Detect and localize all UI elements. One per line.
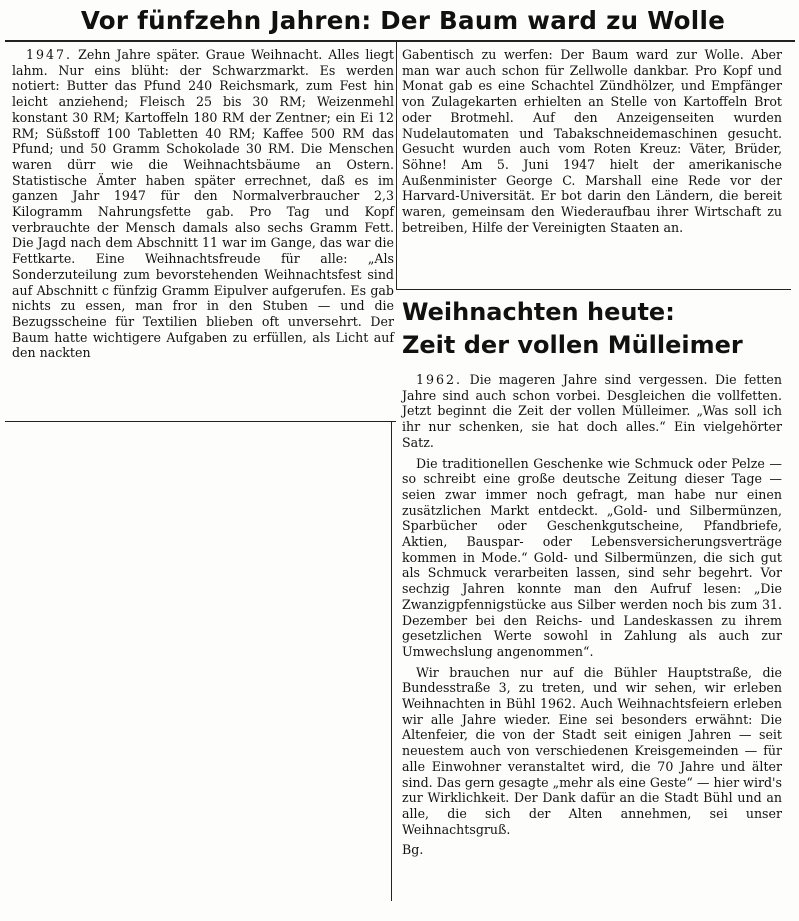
subheadline-line-1: Weihnachten heute: [402, 298, 675, 326]
article-1947-text-right: Gabentisch zu werfen: Der Baum ward zur Wolle. Aber man war auch schon für Zellwolle dankbar. Pro Kopf und Monat gab es eine Schachtel Zündhölzer, und Empfänger von Zulagekarten erhielten an Stelle von Kartoffeln Brot oder Brotmehl. Auf den Anzeigenseiten wurden Nudelautomaten und Tabakschneidemaschinen gesucht. Gesucht wurden auch vom Roten Kreuz: Väter, Brüder, Söhne! Am 5. Juni 1947 hielt der amerikanische Außenminister George C. Marshall eine Rede vor der Harvard-Universität. Er bot darin den Ländern, die bereit waren, gemeinsam den Wiederaufbau ihrer Wirtschaft zu betreiben, Hilfe der Vereinigten Staaten an. [402, 47, 782, 235]
article-1947-paragraph [12, 47, 394, 361]
author-signature: Bg. [402, 842, 424, 858]
article-1962-paragraph-2: Die traditionellen Geschenke wie Schmuck oder Pelze — so schreibt eine große deutsche Zeitung dieser Tage — seien zwar immer noch gefragt, man habe nur einen zusätzlichen Markt entdeckt. „Gold- und Silbermünzen, Sparbücher oder Geschenkgutscheine, Pfandbriefe, Aktien, Bauspar- oder Lebensversicherungsverträge kommen in Mode.“ Gold- und Silbermünzen, die sich gut als Schmuck verarbeiten lassen, sind sehr begehrt. Vor sechzig Jahren konnte man den Aufruf lesen: „Die Zwanzigpfennigstücke aus Silber werden noch bis zum 31. Dezember bei den Reichs- und Landeskassen zu ihrem gesetzlichen Werte sowohl in Zahlung als auch zur Umwechslung angenommen“. [402, 455, 782, 659]
headline: Vor fünfzehn Jahren: Der Baum ward zu Wolle [80, 6, 726, 35]
headline-rule [5, 40, 795, 42]
article-1947-left-column [12, 47, 394, 361]
article-1947-text-left: Zehn Jahre später. Graue Weihnacht. Alles liegt lahm. Nur eins blüht: der Schwarzmarkt. Es werden notiert: Butter das Pfund 240 Reichsmark, zum Fest hin leicht anziehend; Fleisch 25 bis 30 RM; Weizenmehl konstant 30 RM; Kartoffeln 180 RM der Zentner; ein Ei 12 RM; Süßstoff 100 Tabletten 40 RM; Kaffee 500 RM das Pfund; und 50 Gramm Schokolade 30 RM. Die Menschen waren dürr wie die Weihnachtsbäume an Ostern. Statistische Ämter haben später errechnet, daß es im ganzen Jahr 1947 für den Normalverbraucher 2,3 Kilogramm Nahrungsfette gab. Pro Tag und Kopf verbrauchte der Mensch damals also sechs Gramm Fett. Die Jagd nach dem Abschnitt 11 war im Gange, das war die Fettkarte. Eine Weihnachtsfreude für alle: „Als Sonderzuteilung zum bevorstehenden Weihnachtsfest sind auf Abschnitt c fünfzig Gramm Eipulver aufgerufen. Es gab nichts zu essen, man fror in den Stuben — und die Bezugsscheine für Textilien blieben oft unversehrt. Der Baum hatte wichtigere Aufgaben zu erfüllen, als Licht auf den nackten [12, 47, 394, 361]
year-1947: 1947. [26, 47, 73, 62]
article-1962-column [402, 372, 782, 858]
article-1962-paragraph-3: Wir brauchen nur auf die Bühler Hauptstraße, die Bundesstraße 3, zu treten, und wir sehen, wir erleben Weihnachten in Bühl 1962. Auch Weihnachtsfeiern erleben wir alle Jahre wieder. Eine sei besonders erwähnt: Die Altenfeier, die von der Stadt seit einigen Jahren — seit neuestem auch von verschiedenen Kreisgemeinden — für alle Einwohner veranstaltet wird, die 70 Jahre und älter sind. Das gern gesagte „mehr als eine Geste“ — hier wird's zur Wirklichkeit. Der Dank dafür an die Stadt Bühl und an alle, die sich der Alten annehmen, sei unser Weihnachtsgruß. [402, 664, 782, 837]
subheadline-line-2: Zeit der vollen Mülleimer [402, 331, 743, 359]
section-rule [396, 289, 791, 290]
column-divider-bottom [391, 421, 392, 901]
year-1962: 1962. [416, 372, 463, 387]
left-column-end-rule [5, 421, 396, 422]
article-1947-right-column [402, 47, 782, 235]
column-divider-top [396, 42, 397, 290]
article-1962-text-1: Die mageren Jahre sind vergessen. Die fetten Jahre sind auch schon vorbei. Desgleichen die vollfetten. Jetzt beginnt die Zeit der vollen Mülleimer. „Was soll ich ihr nur schenken, sie hat doch alles.“ Ein vielgehörter Satz. [402, 372, 782, 450]
article-1962-paragraph-1 [402, 372, 782, 451]
subheadline [402, 296, 787, 362]
